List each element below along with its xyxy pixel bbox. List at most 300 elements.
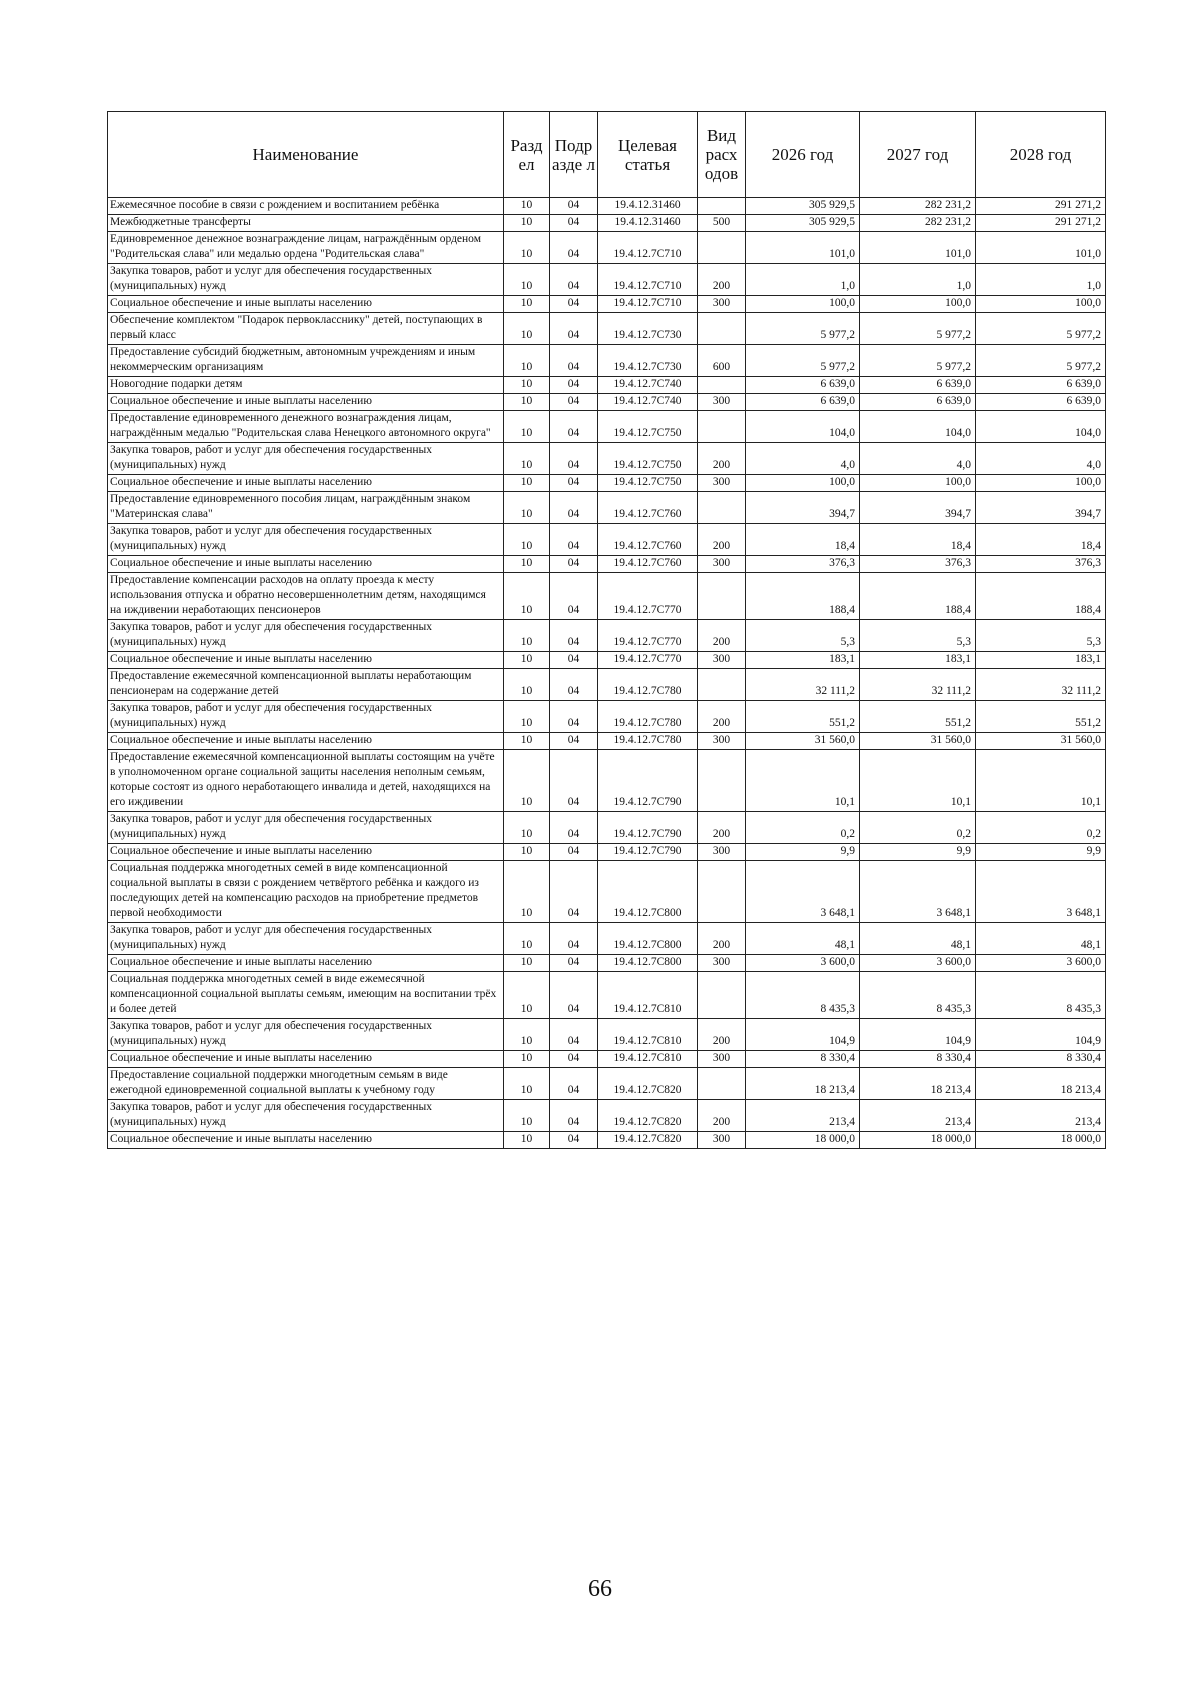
row-vid-cell: 300: [698, 1051, 746, 1068]
row-podrazdel-cell: 04: [550, 524, 598, 556]
row-2026-cell: 394,7: [746, 492, 860, 524]
row-razdel-cell: 10: [504, 573, 550, 620]
row-2027-cell: 0,2: [860, 812, 976, 844]
row-statya-cell: 19.4.12.7С810: [598, 1019, 698, 1051]
row-2028-cell: 183,1: [976, 652, 1106, 669]
row-2027-cell: 282 231,2: [860, 215, 976, 232]
row-podrazdel-cell: 04: [550, 296, 598, 313]
row-vid-cell: 300: [698, 475, 746, 492]
row-name-cell: Ежемесячное пособие в связи с рождением и воспитанием ребёнка: [108, 198, 504, 215]
row-vid-cell: 600: [698, 345, 746, 377]
row-podrazdel-cell: 04: [550, 345, 598, 377]
row-2028-cell: 18,4: [976, 524, 1106, 556]
row-2027-cell: 10,1: [860, 750, 976, 812]
row-vid-cell: 300: [698, 652, 746, 669]
row-statya-cell: 19.4.12.7С800: [598, 955, 698, 972]
table-row: [108, 1019, 1106, 1051]
row-2028-cell: 6 639,0: [976, 377, 1106, 394]
row-2027-cell: 5 977,2: [860, 313, 976, 345]
row-podrazdel-cell: 04: [550, 264, 598, 296]
row-statya-cell: 19.4.12.7С820: [598, 1100, 698, 1132]
row-podrazdel-cell: 04: [550, 861, 598, 923]
row-2026-cell: 376,3: [746, 556, 860, 573]
row-vid-cell: 300: [698, 394, 746, 411]
row-vid-cell: [698, 313, 746, 345]
row-podrazdel-cell: 04: [550, 443, 598, 475]
table-row: [108, 394, 1106, 411]
row-podrazdel-cell: 04: [550, 844, 598, 861]
row-statya-cell: 19.4.12.31460: [598, 198, 698, 215]
row-statya-cell: 19.4.12.7С760: [598, 524, 698, 556]
row-podrazdel-cell: 04: [550, 215, 598, 232]
row-name-cell: Социальное обеспечение и иные выплаты населению: [108, 652, 504, 669]
row-razdel-cell: 10: [504, 296, 550, 313]
header-row: [108, 112, 1106, 198]
table-row: [108, 923, 1106, 955]
row-razdel-cell: 10: [504, 669, 550, 701]
row-2027-cell: 188,4: [860, 573, 976, 620]
row-vid-cell: [698, 377, 746, 394]
row-razdel-cell: 10: [504, 923, 550, 955]
row-razdel-cell: 10: [504, 232, 550, 264]
table-row: [108, 345, 1106, 377]
row-vid-cell: 300: [698, 955, 746, 972]
row-razdel-cell: 10: [504, 1100, 550, 1132]
row-razdel-cell: 10: [504, 264, 550, 296]
row-statya-cell: 19.4.12.7С810: [598, 972, 698, 1019]
row-razdel-cell: 10: [504, 411, 550, 443]
row-statya-cell: 19.4.12.31460: [598, 215, 698, 232]
row-statya-cell: 19.4.12.7С790: [598, 750, 698, 812]
row-razdel-cell: 10: [504, 198, 550, 215]
row-podrazdel-cell: 04: [550, 972, 598, 1019]
row-statya-cell: 19.4.12.7С760: [598, 492, 698, 524]
row-vid-cell: 500: [698, 215, 746, 232]
row-name-cell: Закупка товаров, работ и услуг для обеспечения государственных (муниципальных) нужд: [108, 923, 504, 955]
row-2028-cell: 18 213,4: [976, 1068, 1106, 1100]
row-vid-cell: [698, 232, 746, 264]
table-row: [108, 313, 1106, 345]
row-2028-cell: 6 639,0: [976, 394, 1106, 411]
table-row: [108, 215, 1106, 232]
row-2026-cell: 18,4: [746, 524, 860, 556]
row-podrazdel-cell: 04: [550, 377, 598, 394]
row-2028-cell: 104,9: [976, 1019, 1106, 1051]
row-name-cell: Предоставление ежемесячной компенсационной выплаты состоящим на учёте в уполномоченном органе социальной защиты населения неполным семьям, которые состоят из одного неработающего инвалида и детей, находящихся на его иждивении: [108, 750, 504, 812]
table-row: [108, 972, 1106, 1019]
row-vid-cell: 200: [698, 443, 746, 475]
row-2026-cell: 0,2: [746, 812, 860, 844]
row-statya-cell: 19.4.12.7С710: [598, 264, 698, 296]
row-podrazdel-cell: 04: [550, 1051, 598, 1068]
row-2028-cell: 4,0: [976, 443, 1106, 475]
row-name-cell: Предоставление единовременного денежного вознаграждения лицам, награждённым медалью "Родительская слава Ненецкого автономного округа": [108, 411, 504, 443]
table-row: [108, 812, 1106, 844]
row-vid-cell: 200: [698, 264, 746, 296]
row-podrazdel-cell: 04: [550, 620, 598, 652]
table-row: [108, 556, 1106, 573]
row-vid-cell: 200: [698, 701, 746, 733]
row-podrazdel-cell: 04: [550, 701, 598, 733]
row-2026-cell: 5,3: [746, 620, 860, 652]
row-razdel-cell: 10: [504, 812, 550, 844]
row-statya-cell: 19.4.12.7С790: [598, 812, 698, 844]
row-vid-cell: [698, 1068, 746, 1100]
row-razdel-cell: 10: [504, 524, 550, 556]
row-name-cell: Предоставление социальной поддержки многодетным семьям в виде ежегодной единовременной социальной выплаты к учебному году: [108, 1068, 504, 1100]
row-name-cell: Социальная поддержка многодетных семей в виде ежемесячной компенсационной социальной выплаты семьям, имеющим на воспитании трёх и более детей: [108, 972, 504, 1019]
row-2026-cell: 31 560,0: [746, 733, 860, 750]
header-2028: 2028 год: [976, 112, 1106, 198]
row-2027-cell: 6 639,0: [860, 394, 976, 411]
row-razdel-cell: 10: [504, 844, 550, 861]
row-2028-cell: 101,0: [976, 232, 1106, 264]
table-body: [108, 198, 1106, 1149]
row-2027-cell: 5 977,2: [860, 345, 976, 377]
row-name-cell: Социальное обеспечение и иные выплаты населению: [108, 296, 504, 313]
row-podrazdel-cell: 04: [550, 750, 598, 812]
row-vid-cell: 300: [698, 844, 746, 861]
row-2027-cell: 100,0: [860, 475, 976, 492]
row-2027-cell: 5,3: [860, 620, 976, 652]
row-podrazdel-cell: 04: [550, 573, 598, 620]
table-row: [108, 652, 1106, 669]
row-2026-cell: 6 639,0: [746, 377, 860, 394]
row-name-cell: Закупка товаров, работ и услуг для обеспечения государственных (муниципальных) нужд: [108, 264, 504, 296]
row-2027-cell: 32 111,2: [860, 669, 976, 701]
table-row: [108, 475, 1106, 492]
row-vid-cell: [698, 492, 746, 524]
row-statya-cell: 19.4.12.7С790: [598, 844, 698, 861]
row-name-cell: Социальное обеспечение и иные выплаты населению: [108, 844, 504, 861]
row-razdel-cell: 10: [504, 1132, 550, 1149]
row-name-cell: Закупка товаров, работ и услуг для обеспечения государственных (муниципальных) нужд: [108, 1100, 504, 1132]
row-name-cell: Социальное обеспечение и иные выплаты населению: [108, 475, 504, 492]
header-razdel: Разд ел: [504, 112, 550, 198]
row-razdel-cell: 10: [504, 492, 550, 524]
row-2028-cell: 5 977,2: [976, 313, 1106, 345]
row-name-cell: Закупка товаров, работ и услуг для обеспечения государственных (муниципальных) нужд: [108, 701, 504, 733]
row-statya-cell: 19.4.12.7С740: [598, 377, 698, 394]
row-statya-cell: 19.4.12.7С770: [598, 573, 698, 620]
row-podrazdel-cell: 04: [550, 1100, 598, 1132]
row-podrazdel-cell: 04: [550, 1132, 598, 1149]
row-2027-cell: 1,0: [860, 264, 976, 296]
row-2028-cell: 394,7: [976, 492, 1106, 524]
row-statya-cell: 19.4.12.7С710: [598, 296, 698, 313]
row-vid-cell: 200: [698, 524, 746, 556]
row-name-cell: Социальное обеспечение и иные выплаты населению: [108, 556, 504, 573]
row-name-cell: Закупка товаров, работ и услуг для обеспечения государственных (муниципальных) нужд: [108, 1019, 504, 1051]
row-2027-cell: 3 648,1: [860, 861, 976, 923]
row-statya-cell: 19.4.12.7С780: [598, 669, 698, 701]
row-name-cell: Социальное обеспечение и иные выплаты населению: [108, 1132, 504, 1149]
row-2027-cell: 18,4: [860, 524, 976, 556]
row-statya-cell: 19.4.12.7С800: [598, 923, 698, 955]
row-vid-cell: 200: [698, 620, 746, 652]
row-2026-cell: 5 977,2: [746, 345, 860, 377]
row-podrazdel-cell: 04: [550, 669, 598, 701]
row-statya-cell: 19.4.12.7С710: [598, 232, 698, 264]
row-statya-cell: 19.4.12.7С770: [598, 620, 698, 652]
row-2027-cell: 394,7: [860, 492, 976, 524]
row-podrazdel-cell: 04: [550, 923, 598, 955]
row-statya-cell: 19.4.12.7С780: [598, 733, 698, 750]
page-number: 66: [588, 1576, 612, 1602]
row-2026-cell: 18 213,4: [746, 1068, 860, 1100]
row-statya-cell: 19.4.12.7С760: [598, 556, 698, 573]
row-2027-cell: 6 639,0: [860, 377, 976, 394]
row-name-cell: Обеспечение комплектом "Подарок первокласснику" детей, поступающих в первый класс: [108, 313, 504, 345]
row-vid-cell: [698, 750, 746, 812]
row-2027-cell: 551,2: [860, 701, 976, 733]
row-2027-cell: 282 231,2: [860, 198, 976, 215]
row-2028-cell: 9,9: [976, 844, 1106, 861]
row-razdel-cell: 10: [504, 345, 550, 377]
table-row: [108, 198, 1106, 215]
row-podrazdel-cell: 04: [550, 313, 598, 345]
row-vid-cell: [698, 972, 746, 1019]
table-row: [108, 669, 1106, 701]
row-2027-cell: 3 600,0: [860, 955, 976, 972]
row-vid-cell: 300: [698, 1132, 746, 1149]
row-podrazdel-cell: 04: [550, 394, 598, 411]
row-2026-cell: 9,9: [746, 844, 860, 861]
row-name-cell: Межбюджетные трансферты: [108, 215, 504, 232]
row-statya-cell: 19.4.12.7С740: [598, 394, 698, 411]
row-razdel-cell: 10: [504, 556, 550, 573]
row-2026-cell: 104,0: [746, 411, 860, 443]
table-row: [108, 524, 1106, 556]
row-2028-cell: 188,4: [976, 573, 1106, 620]
row-2026-cell: 100,0: [746, 296, 860, 313]
row-razdel-cell: 10: [504, 733, 550, 750]
header-statya: Целевая статья: [598, 112, 698, 198]
row-2026-cell: 6 639,0: [746, 394, 860, 411]
row-2028-cell: 8 435,3: [976, 972, 1106, 1019]
row-name-cell: Социальное обеспечение и иные выплаты населению: [108, 1051, 504, 1068]
table-row: [108, 701, 1106, 733]
row-2028-cell: 3 600,0: [976, 955, 1106, 972]
row-podrazdel-cell: 04: [550, 475, 598, 492]
row-2026-cell: 551,2: [746, 701, 860, 733]
row-vid-cell: 200: [698, 1100, 746, 1132]
row-statya-cell: 19.4.12.7С730: [598, 313, 698, 345]
row-razdel-cell: 10: [504, 215, 550, 232]
row-razdel-cell: 10: [504, 1068, 550, 1100]
row-2026-cell: 18 000,0: [746, 1132, 860, 1149]
row-name-cell: Предоставление ежемесячной компенсационной выплаты неработающим пенсионерам на содержание детей: [108, 669, 504, 701]
row-statya-cell: 19.4.12.7С780: [598, 701, 698, 733]
row-name-cell: Социальная поддержка многодетных семей в виде компенсационной социальной выплаты в связи с рождением четвёртого ребёнка и каждого из последующих детей на компенсацию расходов на приобретение предметов первой необходимости: [108, 861, 504, 923]
row-2028-cell: 10,1: [976, 750, 1106, 812]
row-podrazdel-cell: 04: [550, 1068, 598, 1100]
row-2027-cell: 18 213,4: [860, 1068, 976, 1100]
table-row: [108, 1051, 1106, 1068]
header-podrazdel: Подр азде л: [550, 112, 598, 198]
row-2026-cell: 183,1: [746, 652, 860, 669]
row-statya-cell: 19.4.12.7С820: [598, 1132, 698, 1149]
row-2026-cell: 3 600,0: [746, 955, 860, 972]
row-razdel-cell: 10: [504, 620, 550, 652]
table-row: [108, 1068, 1106, 1100]
row-2028-cell: 48,1: [976, 923, 1106, 955]
header-vid: Вид расх одов: [698, 112, 746, 198]
row-podrazdel-cell: 04: [550, 1019, 598, 1051]
row-podrazdel-cell: 04: [550, 652, 598, 669]
row-2027-cell: 8 435,3: [860, 972, 976, 1019]
row-vid-cell: 200: [698, 923, 746, 955]
row-podrazdel-cell: 04: [550, 198, 598, 215]
row-2028-cell: 100,0: [976, 296, 1106, 313]
row-2027-cell: 376,3: [860, 556, 976, 573]
row-2027-cell: 213,4: [860, 1100, 976, 1132]
row-name-cell: Социальное обеспечение и иные выплаты населению: [108, 955, 504, 972]
header-2026: 2026 год: [746, 112, 860, 198]
row-vid-cell: [698, 411, 746, 443]
row-2028-cell: 1,0: [976, 264, 1106, 296]
row-name-cell: Новогодние подарки детям: [108, 377, 504, 394]
row-2026-cell: 100,0: [746, 475, 860, 492]
table-row: [108, 573, 1106, 620]
row-2027-cell: 48,1: [860, 923, 976, 955]
row-2026-cell: 8 435,3: [746, 972, 860, 1019]
table-row: [108, 443, 1106, 475]
row-2028-cell: 8 330,4: [976, 1051, 1106, 1068]
row-podrazdel-cell: 04: [550, 492, 598, 524]
row-vid-cell: 300: [698, 733, 746, 750]
row-2028-cell: 551,2: [976, 701, 1106, 733]
table-row: [108, 492, 1106, 524]
row-podrazdel-cell: 04: [550, 556, 598, 573]
row-statya-cell: 19.4.12.7С770: [598, 652, 698, 669]
table-row: [108, 861, 1106, 923]
table-row: [108, 296, 1106, 313]
row-2026-cell: 5 977,2: [746, 313, 860, 345]
header-name: Наименование: [108, 112, 504, 198]
row-name-cell: Закупка товаров, работ и услуг для обеспечения государственных (муниципальных) нужд: [108, 443, 504, 475]
row-podrazdel-cell: 04: [550, 955, 598, 972]
row-2026-cell: 48,1: [746, 923, 860, 955]
row-2028-cell: 18 000,0: [976, 1132, 1106, 1149]
row-2028-cell: 32 111,2: [976, 669, 1106, 701]
row-2028-cell: 213,4: [976, 1100, 1106, 1132]
table-row: [108, 733, 1106, 750]
row-2027-cell: 104,9: [860, 1019, 976, 1051]
row-razdel-cell: 10: [504, 861, 550, 923]
row-razdel-cell: 10: [504, 1051, 550, 1068]
row-2026-cell: 305 929,5: [746, 198, 860, 215]
row-2028-cell: 0,2: [976, 812, 1106, 844]
row-razdel-cell: 10: [504, 750, 550, 812]
row-razdel-cell: 10: [504, 475, 550, 492]
row-2026-cell: 3 648,1: [746, 861, 860, 923]
row-2028-cell: 376,3: [976, 556, 1106, 573]
row-vid-cell: [698, 861, 746, 923]
row-name-cell: Предоставление единовременного пособия лицам, награждённым знаком "Материнская слава": [108, 492, 504, 524]
row-statya-cell: 19.4.12.7С820: [598, 1068, 698, 1100]
row-name-cell: Предоставление компенсации расходов на оплату проезда к месту использования отпуска и обратно несовершеннолетним детям, находящимся на иждивении неработающих пенсионеров: [108, 573, 504, 620]
table-row: [108, 844, 1106, 861]
row-podrazdel-cell: 04: [550, 812, 598, 844]
row-2028-cell: 291 271,2: [976, 215, 1106, 232]
row-2027-cell: 8 330,4: [860, 1051, 976, 1068]
row-2028-cell: 3 648,1: [976, 861, 1106, 923]
row-razdel-cell: 10: [504, 313, 550, 345]
row-vid-cell: 300: [698, 296, 746, 313]
row-razdel-cell: 10: [504, 1019, 550, 1051]
row-vid-cell: [698, 198, 746, 215]
row-2026-cell: 4,0: [746, 443, 860, 475]
row-razdel-cell: 10: [504, 377, 550, 394]
row-name-cell: Закупка товаров, работ и услуг для обеспечения государственных (муниципальных) нужд: [108, 812, 504, 844]
row-2026-cell: 305 929,5: [746, 215, 860, 232]
row-2027-cell: 9,9: [860, 844, 976, 861]
row-podrazdel-cell: 04: [550, 411, 598, 443]
row-statya-cell: 19.4.12.7С750: [598, 443, 698, 475]
table-row: [108, 377, 1106, 394]
row-2028-cell: 100,0: [976, 475, 1106, 492]
row-2028-cell: 31 560,0: [976, 733, 1106, 750]
row-2026-cell: 32 111,2: [746, 669, 860, 701]
row-2026-cell: 188,4: [746, 573, 860, 620]
row-vid-cell: [698, 669, 746, 701]
row-2027-cell: 101,0: [860, 232, 976, 264]
row-razdel-cell: 10: [504, 394, 550, 411]
row-name-cell: Социальное обеспечение и иные выплаты населению: [108, 394, 504, 411]
table-row: [108, 1132, 1106, 1149]
row-statya-cell: 19.4.12.7С750: [598, 475, 698, 492]
table-row: [108, 620, 1106, 652]
row-name-cell: Социальное обеспечение и иные выплаты населению: [108, 733, 504, 750]
row-2026-cell: 104,9: [746, 1019, 860, 1051]
row-2027-cell: 183,1: [860, 652, 976, 669]
row-2026-cell: 213,4: [746, 1100, 860, 1132]
row-name-cell: Единовременное денежное вознаграждение лицам, награждённым орденом "Родительская слава" или медалью ордена "Родительская слава": [108, 232, 504, 264]
row-vid-cell: 200: [698, 812, 746, 844]
row-podrazdel-cell: 04: [550, 733, 598, 750]
budget-table: [107, 111, 1106, 1149]
row-name-cell: Предоставление субсидий бюджетным, автономным учреждениям и иным некоммерческим организациям: [108, 345, 504, 377]
row-razdel-cell: 10: [504, 701, 550, 733]
row-2026-cell: 1,0: [746, 264, 860, 296]
row-2026-cell: 10,1: [746, 750, 860, 812]
row-vid-cell: [698, 573, 746, 620]
row-statya-cell: 19.4.12.7С750: [598, 411, 698, 443]
row-2028-cell: 5 977,2: [976, 345, 1106, 377]
row-2026-cell: 8 330,4: [746, 1051, 860, 1068]
table-row: [108, 232, 1106, 264]
row-2027-cell: 104,0: [860, 411, 976, 443]
row-2028-cell: 291 271,2: [976, 198, 1106, 215]
row-razdel-cell: 10: [504, 443, 550, 475]
row-razdel-cell: 10: [504, 972, 550, 1019]
row-name-cell: Закупка товаров, работ и услуг для обеспечения государственных (муниципальных) нужд: [108, 620, 504, 652]
row-2028-cell: 104,0: [976, 411, 1106, 443]
row-statya-cell: 19.4.12.7С730: [598, 345, 698, 377]
table-row: [108, 955, 1106, 972]
row-2026-cell: 101,0: [746, 232, 860, 264]
row-vid-cell: 200: [698, 1019, 746, 1051]
row-razdel-cell: 10: [504, 652, 550, 669]
row-statya-cell: 19.4.12.7С800: [598, 861, 698, 923]
row-2027-cell: 100,0: [860, 296, 976, 313]
header-2027: 2027 год: [860, 112, 976, 198]
table-row: [108, 750, 1106, 812]
table-row: [108, 1100, 1106, 1132]
row-2027-cell: 18 000,0: [860, 1132, 976, 1149]
row-2027-cell: 4,0: [860, 443, 976, 475]
